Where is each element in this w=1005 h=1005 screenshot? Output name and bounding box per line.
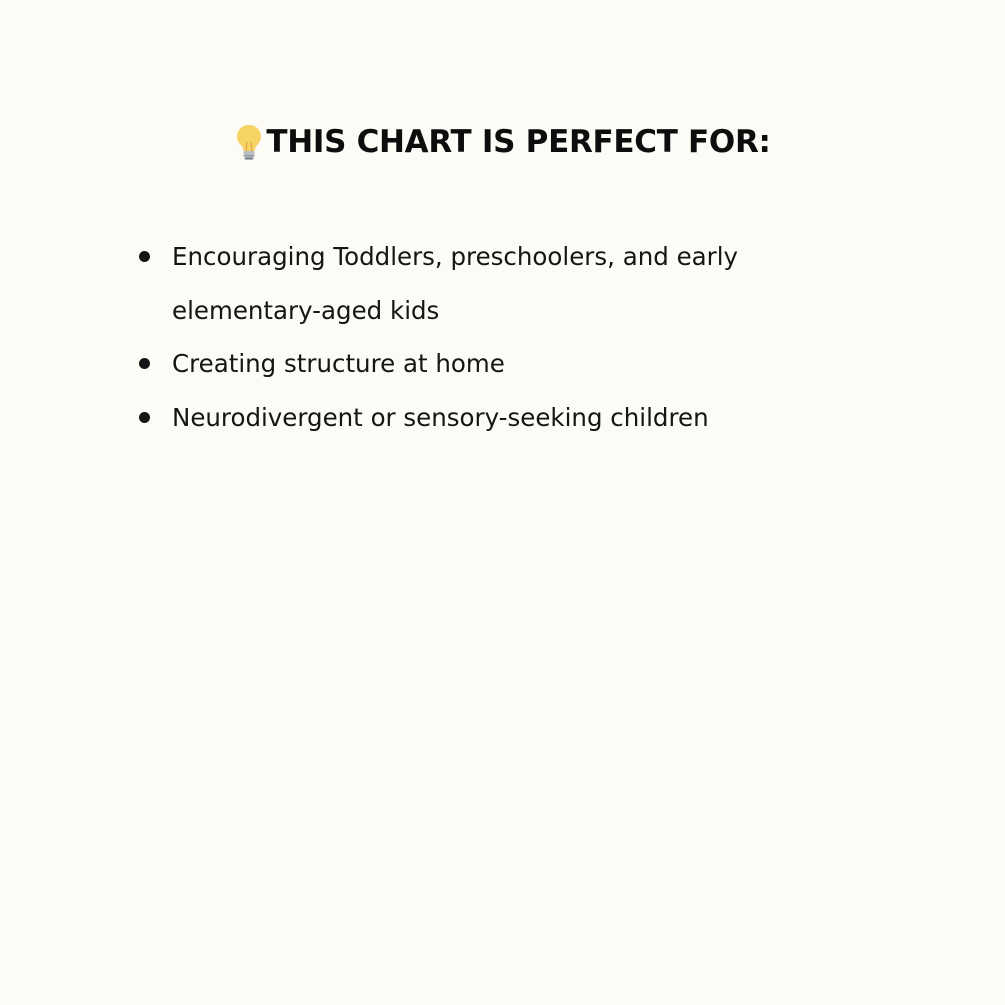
bullet-icon (139, 412, 150, 423)
page-heading (0, 122, 1005, 162)
list-item-text: Neurodivergent or sensory-seeking children (172, 402, 709, 432)
bullet-icon (139, 251, 150, 262)
list-item-text: Creating structure at home (172, 349, 505, 378)
list-item (0, 391, 792, 445)
list-item (0, 337, 792, 391)
heading-title: THIS CHART IS PERFECT FOR: (266, 124, 771, 160)
list-item (0, 230, 792, 337)
bullet-icon (139, 358, 150, 369)
feature-list (0, 230, 792, 444)
lightbulb-icon (234, 122, 264, 162)
list-item-text: Encouraging Toddlers, preschoolers, and early elementary-aged kids (172, 242, 739, 325)
